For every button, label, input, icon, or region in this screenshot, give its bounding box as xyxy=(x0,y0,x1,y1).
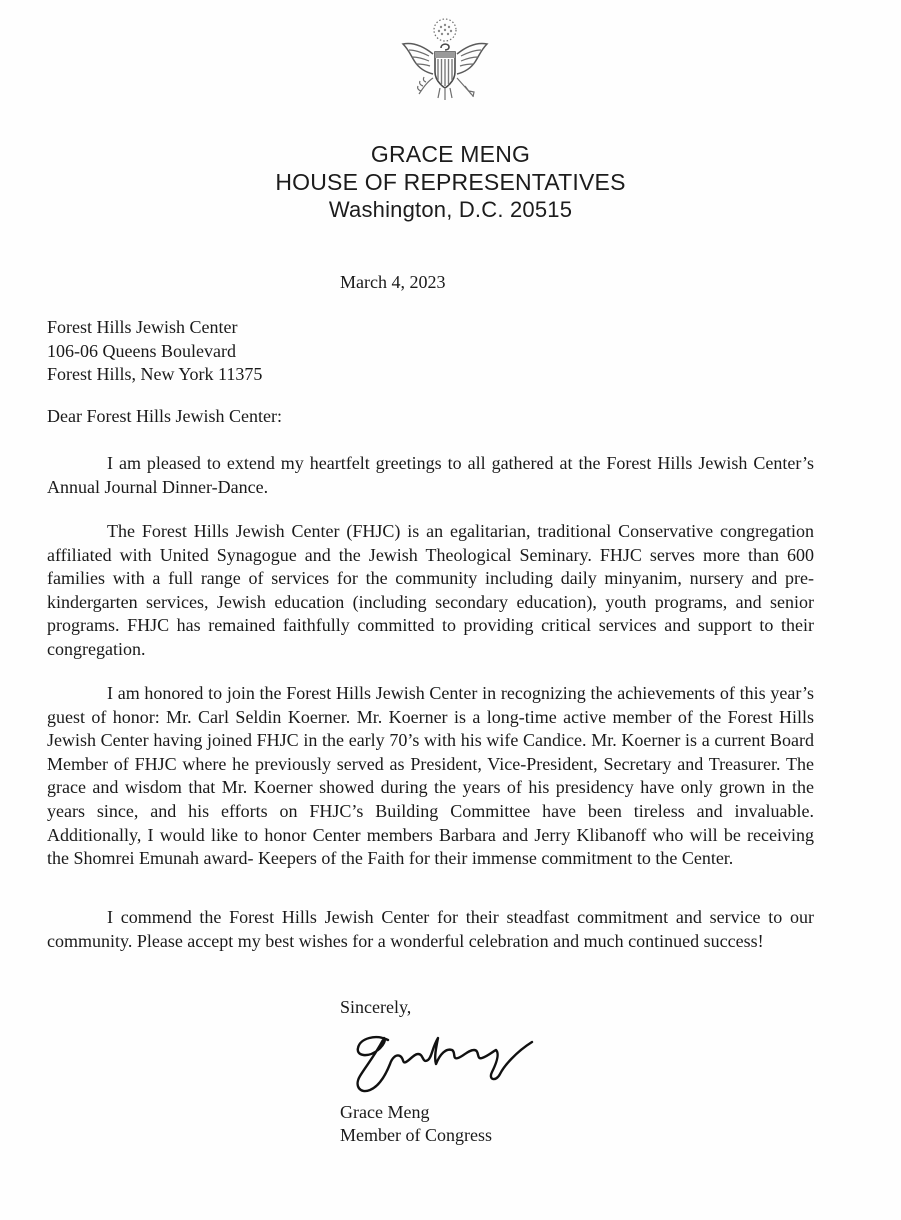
great-seal-icon xyxy=(395,12,495,112)
recipient-line-3: Forest Hills, New York 11375 xyxy=(47,364,263,384)
letterhead xyxy=(0,140,901,224)
letterhead-address: Washington, D.C. 20515 xyxy=(328,197,573,222)
body-paragraph-1: I am pleased to extend my heartfelt greetings to all gathered at the Forest Hills Jewish Center’s Annual Journal Dinner-Dance. xyxy=(47,453,814,497)
signature-icon xyxy=(346,1024,536,1096)
recipient-line-2: 106-06 Queens Boulevard xyxy=(47,340,236,361)
letterhead-name: GRACE MENG xyxy=(370,141,531,167)
signer-title: Member of Congress xyxy=(340,1125,492,1145)
closing: Sincerely, xyxy=(340,997,412,1017)
body-paragraph-3: I am honored to join the Forest Hills Jewish Center in recognizing the achievements of this year’s guest of honor: Mr. Carl Seldin Koerner. Mr. Koerner is a long-time active member of the Forest Hills Jewish Center having joined FHJC in the early 70’s with his wife Candice. Mr. Koerner is a current Board Member of FHJC where he previously served as President, Vice-President, Secretary and Treasurer. The grace and wisdom that Mr. Koerner showed during the years of his presidency have only grown in the years since, and his efforts on FHJC’s Building Committee have been tireless and invaluable. Additionally, I would like to honor Center members Barbara and Jerry Klibanoff who will be receiving the Shomrei Emunah award- Keepers of the Faith for their immense commitment to the Center. xyxy=(47,683,814,869)
signer-name: Grace Meng xyxy=(340,1102,430,1122)
salutation: Dear Forest Hills Jewish Center: xyxy=(47,406,282,426)
signer-block xyxy=(340,1101,492,1147)
body-paragraph-4: I commend the Forest Hills Jewish Center for their steadfast commitment and service to our community. Please accept my best wishes for a wonderful celebration and much continued success! xyxy=(47,907,814,951)
letterhead-office: HOUSE OF REPRESENTATIVES xyxy=(275,169,626,195)
body-paragraph-2: The Forest Hills Jewish Center (FHJC) is an egalitarian, traditional Conservative congregation affiliated with United Synagogue and the Jewish Theological Seminary. FHJC serves more than 600 families with a full range of services for the community including daily minyanim, nursery and pre-kindergarten services, Jewish education (including secondary education), youth programs, and senior programs. FHJC has remained faithfully committed to providing critical services and support to their congregation. xyxy=(47,521,814,659)
letter-date: March 4, 2023 xyxy=(340,272,446,292)
recipient-line-1: Forest Hills Jewish Center xyxy=(47,317,238,337)
recipient-address xyxy=(47,316,262,387)
